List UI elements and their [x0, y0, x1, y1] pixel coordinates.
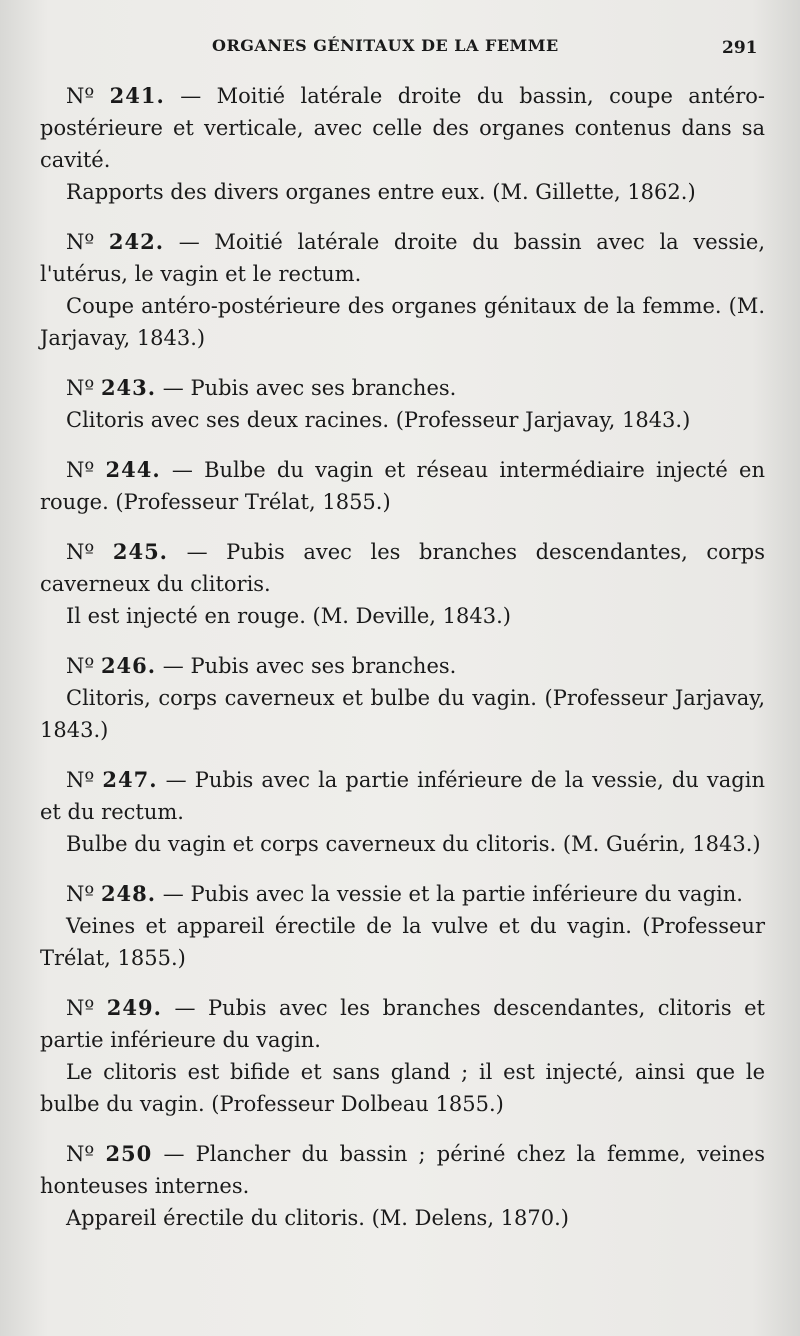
- entry-no-label: Nº: [66, 996, 95, 1020]
- entry-note: Le clitoris est bifide et sans gland ; il est injecté, ainsi que le bulbe du vagin. (Professeur Dolbeau 1855.): [40, 1060, 765, 1116]
- entry-note: Appareil érectile du clitoris. (M. Delens, 1870.): [66, 1206, 569, 1230]
- entry-no-label: Nº: [66, 654, 95, 678]
- catalogue-entry: [40, 992, 765, 1120]
- entry-no-label: Nº: [66, 458, 95, 482]
- catalogue-entry: [40, 878, 765, 974]
- entry-number: 246.: [100, 653, 157, 678]
- entry-description: — Pubis avec les branches descendantes, corps caverneux du clitoris.: [40, 540, 766, 596]
- entry-number: 242.: [108, 229, 165, 254]
- catalogue-entry: [40, 80, 765, 208]
- entry-note: Coupe antéro-postérieure des organes génitaux de la femme. (M. Jarjavay, 1843.): [40, 294, 765, 350]
- entry-no-label: Nº: [66, 768, 95, 792]
- page-number: 291: [722, 38, 758, 58]
- entry-description: — Pubis avec ses branches.: [162, 654, 457, 678]
- entry-no-label: Nº: [66, 376, 95, 400]
- entry-number: 248.: [100, 881, 157, 906]
- entry-description: — Pubis avec ses branches.: [162, 376, 457, 400]
- entry-note: Bulbe du vagin et corps caverneux du clitoris. (M. Guérin, 1843.): [66, 832, 761, 856]
- catalogue-entries: [40, 80, 765, 1252]
- entry-no-label: Nº: [66, 230, 95, 254]
- entry-no-label: Nº: [66, 1142, 95, 1166]
- entry-number: 244.: [105, 457, 161, 482]
- entry-note: Il est injecté en rouge. (M. Deville, 1843.): [66, 604, 511, 628]
- entry-number: 249.: [106, 995, 162, 1020]
- page-header: [0, 34, 800, 62]
- entry-no-label: Nº: [66, 540, 95, 564]
- entry-number: 250: [105, 1141, 153, 1166]
- catalogue-entry: [40, 536, 765, 632]
- entry-description: — Moitié latérale droite du bassin avec la vessie, l'utérus, le vagin et le rectum.: [40, 230, 766, 286]
- entry-description: — Pubis avec la vessie et la partie inférieure du vagin.: [162, 882, 743, 906]
- entry-description: — Moitié latérale droite du bassin, coupe antéro-postérieure et verticale, avec celle des organes contenus dans sa cavité.: [40, 84, 765, 172]
- entry-note: Rapports des divers organes entre eux. (M. Gillette, 1862.): [66, 180, 696, 204]
- catalogue-entry: [40, 226, 765, 354]
- entry-description: — Pubis avec la partie inférieure de la vessie, du vagin et du rectum.: [40, 768, 765, 824]
- entry-note: Clitoris, corps caverneux et bulbe du vagin. (Professeur Jarjavay, 1843.): [40, 686, 765, 742]
- entry-number: 245.: [112, 539, 168, 564]
- entry-number: 243.: [100, 375, 157, 400]
- entry-note: Veines et appareil érectile de la vulve et du vagin. (Professeur Trélat, 1855.): [40, 914, 765, 970]
- entry-description: — Plancher du bassin ; périné chez la femme, veines honteuses internes.: [40, 1142, 765, 1198]
- entry-description: — Bulbe du vagin et réseau intermédiaire injecté en rouge. (Professeur Trélat, 1855.): [40, 458, 765, 514]
- catalogue-entry: [40, 650, 765, 746]
- entry-number: 241.: [109, 83, 165, 108]
- catalogue-entry: [40, 764, 765, 860]
- entry-description: — Pubis avec les branches descendantes, clitoris et partie inférieure du vagin.: [40, 996, 765, 1052]
- catalogue-entry: [40, 454, 765, 518]
- entry-number: 247.: [102, 767, 158, 792]
- entry-no-label: Nº: [66, 84, 95, 108]
- running-title: ORGANES GÉNITAUX DE LA FEMME: [212, 36, 559, 55]
- entry-note: Clitoris avec ses deux racines. (Professeur Jarjavay, 1843.): [66, 408, 691, 432]
- catalogue-entry: [40, 1138, 765, 1234]
- entry-no-label: Nº: [66, 882, 95, 906]
- catalogue-entry: [40, 372, 765, 436]
